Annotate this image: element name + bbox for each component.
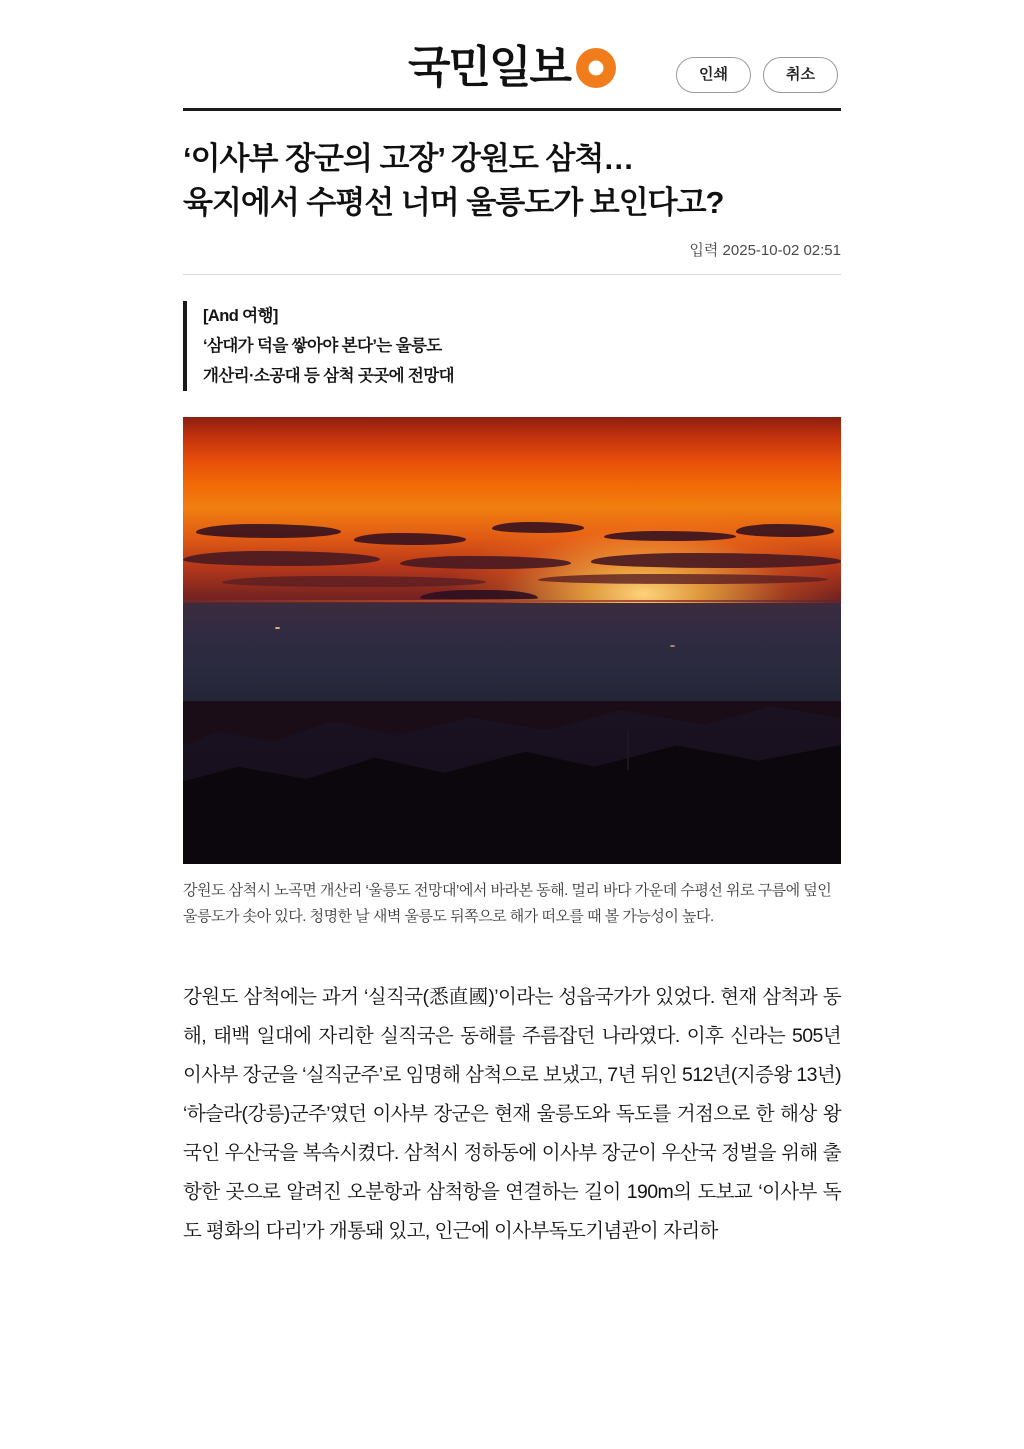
cloud-band [354, 533, 466, 545]
cloud-band [604, 531, 736, 541]
sea-light-glint [670, 645, 675, 647]
print-button[interactable]: 인쇄 [676, 57, 751, 93]
page-title [183, 137, 841, 225]
sea-layer [183, 603, 841, 701]
article-figure [183, 417, 841, 930]
article-summary [183, 301, 841, 391]
article-dateline: 입력 2025-10-02 02:51 [689, 242, 841, 260]
cloud-band [736, 524, 835, 537]
cloud-band [222, 576, 485, 588]
cloud-band [196, 524, 341, 538]
site-logo[interactable] [407, 43, 616, 92]
headline-line-1: ‘이사부 장군의 고장’ 강원도 삼척… [183, 141, 634, 176]
sunset-sea-photo [183, 417, 841, 864]
circle-dot-logo-icon [576, 48, 616, 88]
site-logo-text: 국민일보 [407, 43, 570, 92]
masthead [0, 0, 1024, 108]
cloud-band [400, 556, 571, 569]
cloud-band [538, 574, 828, 585]
cloud-band [492, 522, 584, 533]
article-content [183, 137, 841, 1291]
figure-caption: 강원도 삼척시 노곡면 개산리 ‘울릉도 전망대’에서 바라본 동해. 멀리 바다 가운데 수평선 위로 구름에 덮인 울릉도가 솟아 있다. 청명한 날 새벽 울릉도 뒤쪽으로 해가 떠오를 때 볼 가능성이 높다. [183, 882, 832, 925]
transmission-tower [627, 730, 629, 770]
summary-line-1: ‘삼대가 덕을 쌓아야 본다’는 울릉도 [203, 337, 442, 356]
headline-line-2: 육지에서 수평선 너머 울릉도가 보인다고? [183, 185, 724, 221]
cloud-band [591, 553, 841, 567]
article-body-paragraph: 강원도 삼척에는 과거 ‘실직국(悉直國)’이라는 성읍국가가 있었다. 현재 삼척과 동해, 태백 일대에 자리한 실직국은 동해를 주름잡던 나라였다. 이후 신라는 505년 이사부 장군을 ‘실직군주’로 임명해 삼척으로 보냈고, 7년 뒤인 512년(지증왕 13년) ‘하슬라(강릉)군주’였던 이사부 장군은 현재 울릉도와 독도를 거점으로 한 해상 왕국인 우산국을 복속시켰다. 삼척시 정하동에 이사부 장군이 우산국 정벌을 위해 출항한 곳으로 알려진 오분항과 삼척항을 연결하는 길이 190m의 도보교 ‘이사부 독도 평화의 다리’가 개통돼 있고, 인근에 이사부독도기념관이 자리하 [183, 985, 841, 1242]
cancel-button[interactable]: 취소 [763, 57, 838, 93]
cloud-band [183, 551, 380, 566]
title-divider [183, 274, 841, 275]
summary-category: [And 여행] [203, 307, 278, 326]
summary-line-2: 개산리·소공대 등 삼척 곳곳에 전망대 [203, 367, 454, 386]
header-divider [183, 108, 841, 111]
ulleungdo-island-silhouette [420, 590, 538, 600]
header-actions [676, 57, 838, 93]
